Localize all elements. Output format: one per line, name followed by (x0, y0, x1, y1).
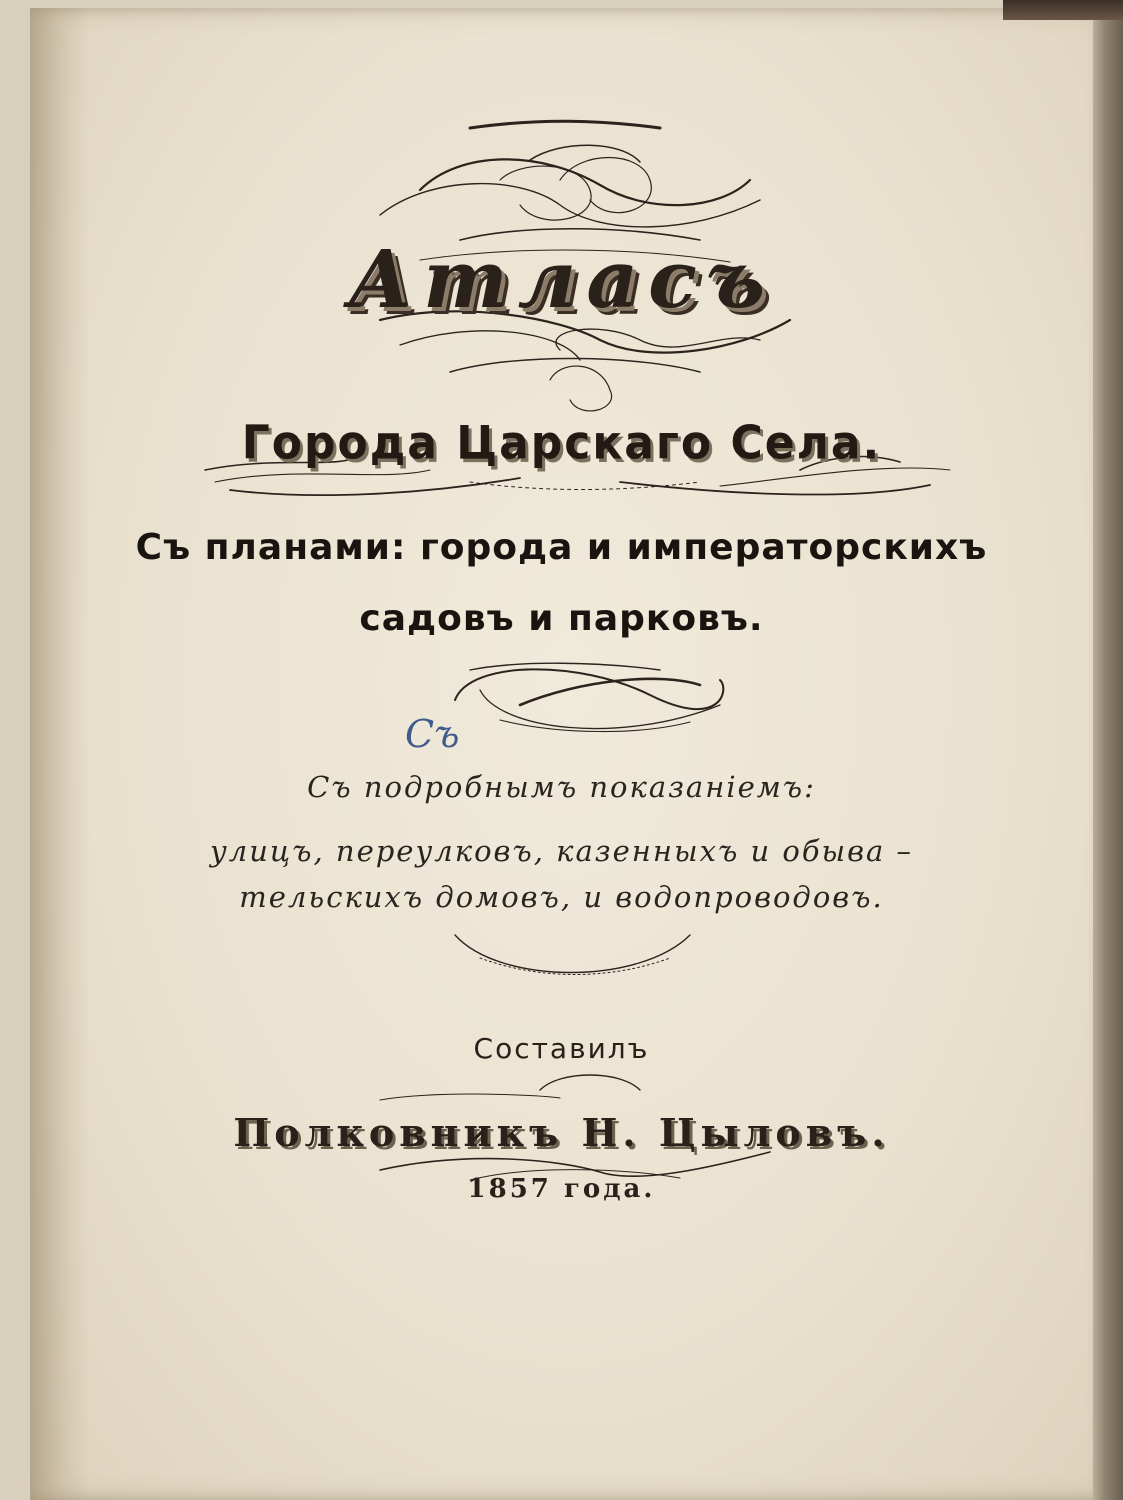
vine-garland (455, 935, 690, 975)
detail-line-1: улицъ, переулковъ, казенныхъ и обыва – (209, 834, 914, 868)
detail-intro: Съ подробнымъ показаніемъ: (307, 770, 816, 804)
detail-line-2: тельскихъ домовъ, и водопроводовъ. (239, 880, 884, 914)
author-name: Полковникъ Н. Цыловъ. (233, 1110, 890, 1155)
handwritten-correction: Съ (405, 712, 460, 756)
publication-year: 1857 года. (467, 1174, 656, 1204)
under-title-flourish (380, 311, 790, 411)
middle-flourish (455, 663, 723, 731)
plans-line-2: садовъ и парковъ. (359, 598, 764, 639)
composed-by-label: Составилъ (473, 1032, 650, 1065)
page-subtitle: Города Царскаго Села. (241, 416, 882, 471)
plans-line-1: Съ планами: города и императорскихъ (135, 527, 988, 568)
page-title: Атласъ (347, 232, 776, 326)
